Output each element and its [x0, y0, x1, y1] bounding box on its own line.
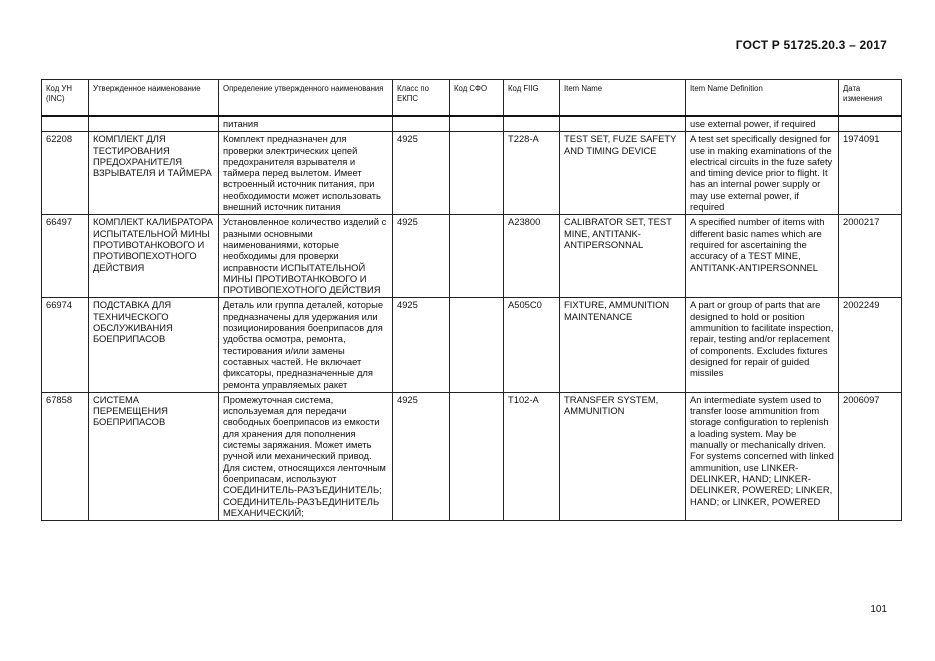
cell-inc: 66974: [42, 298, 89, 392]
cell-fiig: T102-A: [504, 392, 560, 520]
cell-class: 4925: [393, 132, 450, 215]
cell-date: 2006097: [839, 392, 902, 520]
cell-fiig: A23800: [504, 215, 560, 298]
table-row: [42, 298, 902, 392]
cell-name-ru: СИСТЕМА ПЕРЕМЕЩЕНИЯ БОЕПРИПАСОВ: [89, 392, 219, 520]
cell-inc: 62208: [42, 132, 89, 215]
col-header-inc: Код УН (INC): [42, 80, 89, 117]
cell-date: 2000217: [839, 215, 902, 298]
cell-definition-ru: Деталь или группа деталей, которые предназначены для удержания или позиционирования боеприпасов для удобства осмотра, ремонта, тестирования и/или замены составных частей. Не включает фиксаторы, предназначенные для ремонта управляемых ракет: [219, 298, 393, 392]
cell-item-name: FIXTURE, AMMUNITION MAINTENANCE: [560, 298, 686, 392]
cell-definition-ru: Установленное количество изделий с разными основными наименованиями, которые необходимы для проверки исправности ИСПЫТАТЕЛЬНОЙ МИНЫ ПРОТИВОТАНКОВОГО И ПРОТИВОПЕХОТНОГО ДЕЙСТВИЯ: [219, 215, 393, 298]
table-row: [42, 132, 902, 215]
cell-class: 4925: [393, 392, 450, 520]
cell-definition-en: use external power, if required: [686, 116, 839, 132]
cell-item-name: TEST SET, FUZE SAFETY AND TIMING DEVICE: [560, 132, 686, 215]
cell-date: 2002249: [839, 298, 902, 392]
cell-item-name: CALIBRATOR SET, TEST MINE, ANTITANK-ANTIPERSONNAL: [560, 215, 686, 298]
table-header-row: [42, 80, 902, 117]
col-header-item-name: Item Name: [560, 80, 686, 117]
cell-name-ru: КОМПЛЕКТ КАЛИБРАТОРА ИСПЫТАТЕЛЬНОЙ МИНЫ ПРОТИВОТАНКОВОГО И ПРОТИВОПЕХОТНОГО ДЕЙСТВИЯ: [89, 215, 219, 298]
cell-empty: [393, 116, 450, 132]
cell-empty: [450, 116, 504, 132]
cell-empty: [42, 116, 89, 132]
col-header-sfo: Код СФО: [450, 80, 504, 117]
cell-fiig: T228-A: [504, 132, 560, 215]
cell-item-name: TRANSFER SYSTEM, AMMUNITION: [560, 392, 686, 520]
cell-empty: [89, 116, 219, 132]
cell-definition-ru: Промежуточная система, используемая для передачи свободных боеприпасов из емкости для хранения для пополнения системы заряжания. Может иметь ручной или механический привод. Для систем, относящихся ленточным боеприпасам, используют СОЕДИНИТЕЛЬ-РАЗЪЕДИНИТЕЛЬ; СОЕДИНИТЕЛЬ-РАЗЪЕДИНИТЕЛЬ МЕХАНИЧЕСКИЙ;: [219, 392, 393, 520]
cell-fiig: A505C0: [504, 298, 560, 392]
col-header-date: Дата изменения: [839, 80, 902, 117]
cell-definition-en: A part or group of parts that are designed to hold or position ammunition to facilitate inspection, repair, testing and/or replacement of components. Excludes fixtures designed for repair of guided missiles: [686, 298, 839, 392]
cell-class: 4925: [393, 215, 450, 298]
cell-definition-en: A test set specifically designed for use in making examinations of the electrical circuits in the fuze safety and timing device prior to flight. It has an internal power supply or may use external power, if required: [686, 132, 839, 215]
cell-sfo: [450, 392, 504, 520]
cell-sfo: [450, 215, 504, 298]
table-row: [42, 392, 902, 520]
col-header-fiig: Код FIIG: [504, 80, 560, 117]
cell-definition-ru: питания: [219, 116, 393, 132]
catalog-table: [41, 79, 902, 521]
cell-definition-en: An intermediate system used to transfer loose ammunition from storage configuration to replenish a loading system. May be manually or mechanically driven. For systems concerned with linked ammunition, use LINKER-DELINKER, HAND; LINKER-DELINKER, POWERED; LINKER, HAND; or LINKER, POWERED: [686, 392, 839, 520]
cell-empty: [839, 116, 902, 132]
cell-empty: [504, 116, 560, 132]
cell-class: 4925: [393, 298, 450, 392]
col-header-name-ru: Утвержденное наименование: [89, 80, 219, 117]
table-row: [42, 215, 902, 298]
cell-empty: [560, 116, 686, 132]
col-header-definition-ru: Определение утвержденного наименования: [219, 80, 393, 117]
cell-definition-en: A specified number of items with different basic names which are required for ascertaining the accuracy of a TEST MINE, ANTITANK-ANTIPERSONNEL: [686, 215, 839, 298]
cell-name-ru: ПОДСТАВКА ДЛЯ ТЕХНИЧЕСКОГО ОБСЛУЖИВАНИЯ БОЕПРИПАСОВ: [89, 298, 219, 392]
cell-inc: 66497: [42, 215, 89, 298]
continuation-row: [42, 116, 902, 132]
cell-sfo: [450, 298, 504, 392]
document-code: ГОСТ Р 51725.20.3 – 2017: [735, 38, 887, 52]
cell-sfo: [450, 132, 504, 215]
cell-name-ru: КОМПЛЕКТ ДЛЯ ТЕСТИРОВАНИЯ ПРЕДОХРАНИТЕЛЯ ВЗРЫВАТЕЛЯ И ТАЙМЕРА: [89, 132, 219, 215]
cell-definition-ru: Комплект предназначен для проверки электрических цепей предохранителя взрывателя и таймера перед вылетом. Имеет встроенный источник питания, при необходимости может использовать внешний источник питания: [219, 132, 393, 215]
cell-inc: 67858: [42, 392, 89, 520]
col-header-definition-en: Item Name Definition: [686, 80, 839, 117]
col-header-class: Класс по ЕКПС: [393, 80, 450, 117]
page-number: 101: [870, 604, 887, 615]
cell-date: 1974091: [839, 132, 902, 215]
